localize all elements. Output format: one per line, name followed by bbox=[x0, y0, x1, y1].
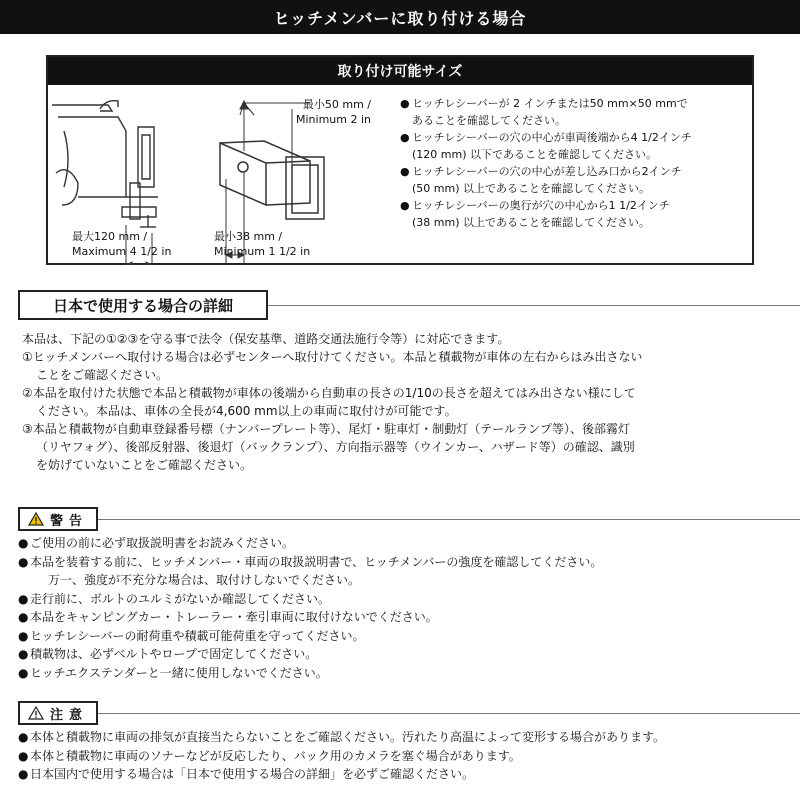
page-title-banner bbox=[0, 0, 800, 34]
warning-item bbox=[18, 571, 798, 590]
size-requirements-list bbox=[400, 95, 750, 231]
warning-item bbox=[18, 553, 798, 572]
min-50mm-label-line1: 最小50 mm / bbox=[302, 98, 371, 111]
japan-details-line: ことをご確認ください。 bbox=[36, 368, 169, 382]
max-120mm-label bbox=[72, 229, 171, 259]
caution-heading bbox=[18, 701, 98, 725]
size-requirement-text: (38 mm) 以上であることを確認してください。 bbox=[412, 216, 651, 229]
bullet-icon: ● bbox=[18, 748, 29, 763]
japan-details-line: 本品は、下記の①②③を守る事で法令（保安基準、道路交通法施行令等）に対応できます。 bbox=[22, 332, 510, 346]
page-title: ヒッチメンバーに取り付ける場合 bbox=[273, 8, 527, 28]
japan-details-line: ③本品と積載物が自動車登録番号標（ナンバープレート等）、尾灯・駐車灯・制動灯（テールランプ等）、後部霧灯 bbox=[22, 422, 631, 436]
hitch-receiver-drawing bbox=[220, 141, 324, 219]
warning-text: 走行前に、ボルトのユルミがないか確認してください。 bbox=[30, 591, 331, 606]
max-120mm-label-line2: Maximum 4 1/2 in bbox=[72, 245, 172, 258]
japan-details-body bbox=[22, 330, 792, 474]
vehicle-rear-drawing bbox=[52, 101, 158, 227]
max-120mm-label-line1: 最大120 mm / bbox=[72, 230, 148, 243]
warning-item bbox=[18, 645, 798, 664]
size-requirement-item bbox=[400, 197, 750, 214]
bullet-icon: ● bbox=[18, 767, 29, 781]
size-requirement-item bbox=[400, 163, 750, 180]
japan-details-line: ①ヒッチメンバーへ取付ける場合は必ずセンターへ取付けてください。本品と積載物が車体の左右からはみ出さない bbox=[22, 350, 643, 364]
bullet-icon: ● bbox=[18, 610, 29, 624]
min-50mm-label-line2: Minimum 2 in bbox=[296, 113, 371, 126]
warning-item bbox=[18, 534, 798, 553]
caution-text: 日本国内で使用する場合は「日本で使用する場合の詳細」を必ずご確認ください。 bbox=[30, 767, 475, 781]
size-requirement-text: ヒッチレシーバーの穴の中心が車両後端から4 1/2インチ bbox=[412, 131, 692, 144]
japan-details-heading bbox=[18, 290, 268, 320]
warning-item bbox=[18, 627, 798, 646]
size-requirement-text: (120 mm) 以下であることを確認してください。 bbox=[412, 148, 658, 161]
warning-heading bbox=[18, 507, 98, 531]
warning-item bbox=[18, 608, 798, 627]
warning-text: 積載物は、必ずベルトやロープで固定してください。 bbox=[30, 647, 318, 661]
japan-details-line: ください。本品は、車体の全長が4,600 mm以上の車両に取付けが可能です。 bbox=[36, 404, 457, 418]
warning-text: ご使用の前に必ず取扱説明書をお読みください。 bbox=[30, 536, 295, 550]
bullet-icon: ● bbox=[18, 536, 29, 550]
bullet-icon: ● bbox=[400, 131, 410, 144]
caution-title: 注意 bbox=[49, 707, 88, 723]
size-requirement-item bbox=[400, 95, 750, 112]
japan-details-title: 日本で使用する場合の詳細 bbox=[52, 296, 233, 315]
size-requirement-item bbox=[400, 112, 750, 129]
caution-divider bbox=[98, 713, 800, 714]
section-divider bbox=[268, 305, 800, 306]
warning-text: ヒッチエクステンダーと一緒に使用しないでください。 bbox=[30, 665, 328, 680]
warning-text: 万一、強度が不充分な場合は、取付けしないでください。 bbox=[48, 573, 361, 587]
warning-title: 警告 bbox=[49, 513, 88, 529]
warning-triangle-icon bbox=[28, 512, 44, 526]
bullet-icon: ● bbox=[400, 199, 410, 212]
size-requirement-text: ヒッチレシーバーが 2 インチまたは50 mm×50 mmで bbox=[412, 97, 688, 110]
warning-divider bbox=[98, 519, 800, 520]
caution-list bbox=[18, 728, 798, 784]
size-box-title: 取り付け可能サイズ bbox=[337, 64, 463, 80]
warning-text: 本品をキャンピングカー・トレーラー・牽引車両に取付けないでください。 bbox=[30, 610, 438, 624]
bullet-icon: ● bbox=[18, 730, 29, 744]
min-38mm-label bbox=[214, 229, 310, 259]
size-requirement-text: (50 mm) 以上であることを確認してください。 bbox=[412, 182, 651, 195]
japan-details-line: を妨げていないことをご確認ください。 bbox=[36, 458, 253, 472]
bullet-icon: ● bbox=[18, 554, 29, 569]
bullet-icon: ● bbox=[18, 665, 29, 680]
min-38mm-label-line2: Minimum 1 1/2 in bbox=[214, 245, 311, 258]
bullet-icon: ● bbox=[18, 647, 29, 661]
bullet-icon: ● bbox=[18, 628, 29, 643]
warning-item bbox=[18, 590, 798, 609]
caution-item bbox=[18, 765, 798, 784]
size-requirement-item bbox=[400, 129, 750, 146]
size-requirement-text: ヒッチレシーバーの穴の中心が差し込み口から2インチ bbox=[412, 165, 682, 178]
size-requirement-text: ヒッチレシーバーの奥行が穴の中心から1 1/2インチ bbox=[412, 199, 670, 212]
warning-text: ヒッチレシーバーの耐荷重や積載可能荷重を守ってください。 bbox=[30, 628, 365, 643]
warning-item bbox=[18, 664, 798, 683]
min-38mm-label-line1: 最小38 mm / bbox=[214, 230, 283, 243]
mountable-size-box bbox=[46, 55, 754, 265]
japan-details-line: ②本品を取付けた状態で本品と積載物が車体の後端から自動車の長さの1/10の長さを超えてはみ出さない様にして bbox=[22, 386, 636, 400]
warning-text: 本品を装着する前に、ヒッチメンバー・車両の取扱説明書で、ヒッチメンバーの強度を確認してください。 bbox=[30, 554, 603, 569]
caution-text: 本体と積載物に車両のソナーなどが反応したり、バック用のカメラを塞ぐ場合があります。 bbox=[30, 748, 521, 763]
size-requirement-item bbox=[400, 180, 750, 197]
bullet-icon: ● bbox=[18, 591, 29, 606]
japan-details-line: （リヤフォグ）、後部反射器、後退灯（バックランプ）、方向指示器等（ウインカー、ハザード等）の確認、識別 bbox=[36, 440, 635, 454]
caution-triangle-icon bbox=[28, 706, 44, 720]
caution-text: 本体と積載物に車両の排気が直接当たらないことをご確認ください。汚れたり高温によって変形する場合があります。 bbox=[30, 730, 666, 744]
warning-list bbox=[18, 534, 798, 682]
caution-item bbox=[18, 747, 798, 766]
min-50mm-label bbox=[296, 97, 371, 127]
size-requirement-item bbox=[400, 214, 750, 231]
bullet-icon: ● bbox=[400, 97, 410, 110]
size-box-header bbox=[48, 57, 752, 85]
size-requirement-item bbox=[400, 146, 750, 163]
hitch-dimension-diagram bbox=[48, 87, 388, 265]
bullet-icon: ● bbox=[400, 165, 410, 178]
size-requirement-text: あることを確認してください。 bbox=[412, 114, 566, 127]
caution-item bbox=[18, 728, 798, 747]
